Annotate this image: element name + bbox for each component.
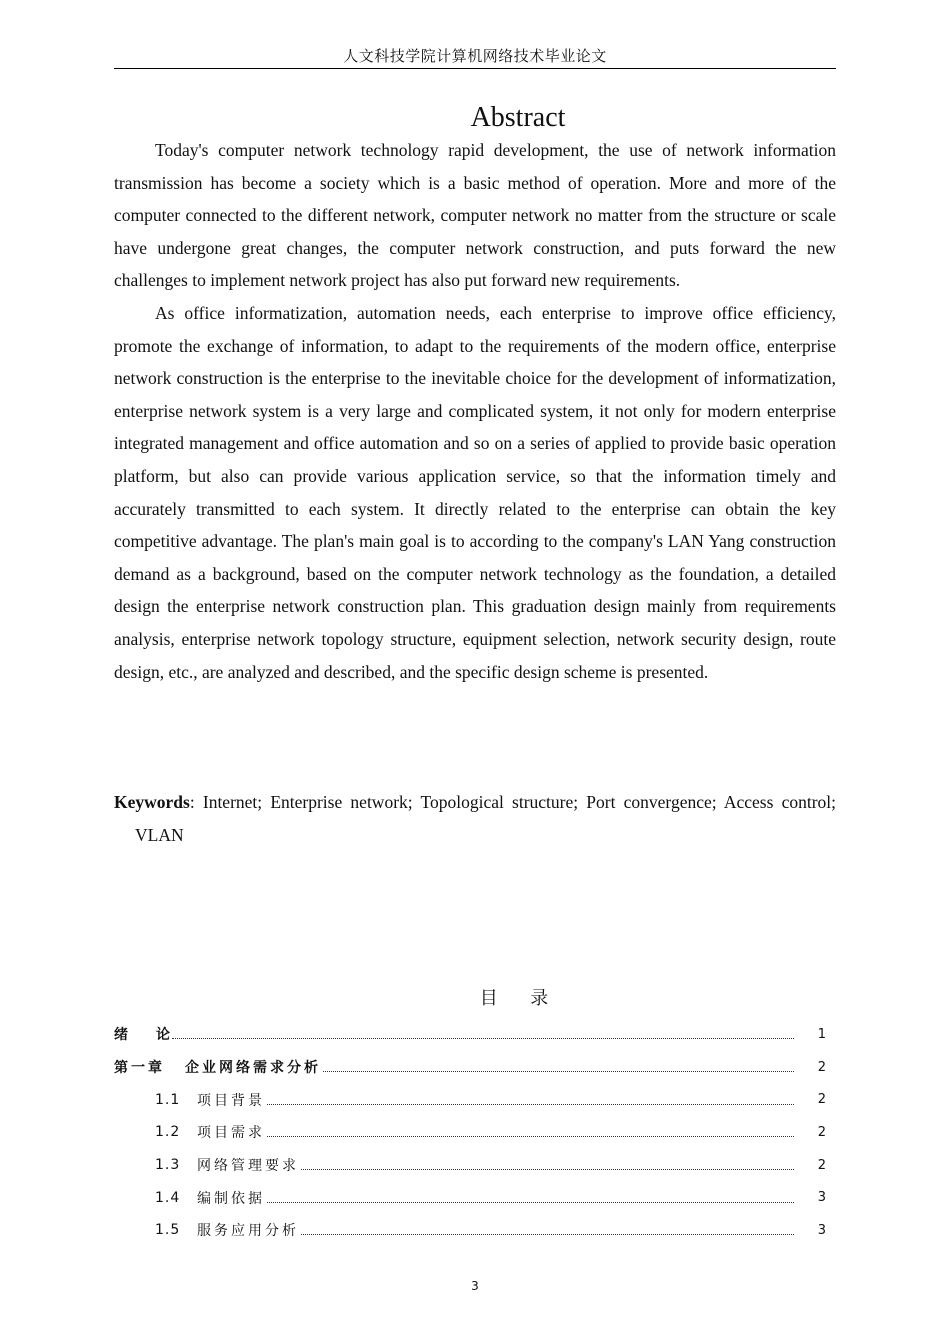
keywords-label: Keywords <box>114 792 190 812</box>
toc-title-char-2: 录 <box>530 988 549 1008</box>
toc-entry-1-3[interactable] <box>114 1149 826 1182</box>
toc-entry-label: 项目需求 <box>197 1125 265 1142</box>
abstract-paragraph-2: As office informatization, automation needs, each enterprise to improve office efficiency, promote the exchange of information, to adapt to the requirements of the modern office, enterprise network construction is the enterprise to the inevitable choice for the development of informatization, enterprise network system is a very large and complicated system, it not only for modern enterprise integrated management and office automation and so on a series of applied to provide basic operation platform, but also can provide various application service, so that the information timely and accurately transmitted to each system. It directly related to the enterprise can obtain the key competitive advantage. The plan's main goal is to according to the company's LAN Yang construction demand as a background, based on the computer network technology as the foundation, a detailed design the enterprise network construction plan. This graduation design mainly from requirements analysis, enterprise network topology structure, equipment selection, network security design, route design, etc., are analyzed and described, and the specific design scheme is presented. <box>114 302 836 682</box>
toc-entry-number: 1.5 <box>155 1222 181 1239</box>
abstract-paragraph-1: Today's computer network technology rapid development, the use of network information transmission has become a society which is a basic method of operation. More and more of the computer connected to the different network, computer network no matter from the structure or scale have undergone great changes, the computer network construction, and puts forward the new challenges to implement network project has also put forward new requirements. <box>114 140 836 291</box>
abstract-body <box>114 134 836 688</box>
toc-entry-label: 编制依据 <box>197 1190 265 1207</box>
toc-entry-label: 网络管理要求 <box>197 1158 299 1175</box>
toc-leader <box>267 1201 794 1203</box>
toc-entry-1-5[interactable] <box>114 1214 826 1247</box>
toc-entry-page: 2 <box>817 1092 826 1108</box>
toc-entry-1-1[interactable] <box>114 1083 826 1116</box>
abstract-title: Abstract <box>470 102 566 133</box>
keywords <box>114 786 836 851</box>
toc-entry-number: 1.3 <box>155 1157 181 1174</box>
toc-entry-label: 服务应用分析 <box>197 1223 299 1240</box>
toc-entry-label: 项目背景 <box>197 1092 265 1109</box>
toc-entry-page: 3 <box>817 1190 826 1206</box>
toc-entry-label: 绪 论 <box>114 1027 170 1044</box>
toc-leader <box>267 1135 794 1137</box>
toc-entry-number: 第一章 <box>114 1060 165 1077</box>
toc-entry-introduction[interactable] <box>114 1018 826 1051</box>
toc-leader <box>301 1168 794 1170</box>
toc-entry-number: 1.4 <box>155 1189 181 1206</box>
toc-entry-number: 1.2 <box>155 1124 181 1141</box>
toc-title <box>114 985 914 1011</box>
toc-entry-1-2[interactable] <box>114 1116 826 1149</box>
toc-entry-chapter-1[interactable] <box>114 1051 826 1084</box>
toc-entry-page: 1 <box>817 1026 826 1042</box>
toc-leader <box>323 1070 794 1072</box>
toc-title-char-1: 目 <box>479 988 498 1008</box>
toc-entry-1-4[interactable] <box>114 1181 826 1214</box>
toc-entry-number: 1.1 <box>155 1091 181 1108</box>
toc-leader <box>267 1103 794 1105</box>
keywords-text: : Internet; Enterprise network; Topological structure; Port convergence; Access control; VLAN <box>135 792 836 845</box>
toc-entry-page: 3 <box>817 1222 826 1238</box>
toc-leader <box>301 1233 794 1235</box>
toc-entry-page: 2 <box>817 1157 826 1173</box>
toc-entry-page: 2 <box>817 1059 826 1075</box>
toc-entry-label: 企业网络需求分析 <box>185 1060 321 1077</box>
page-header: 人文科技学院计算机网络技术毕业论文 <box>114 46 836 69</box>
table-of-contents <box>114 1018 826 1247</box>
page-number: 3 <box>471 1279 479 1293</box>
toc-entry-page: 2 <box>817 1124 826 1140</box>
toc-leader <box>172 1037 794 1039</box>
